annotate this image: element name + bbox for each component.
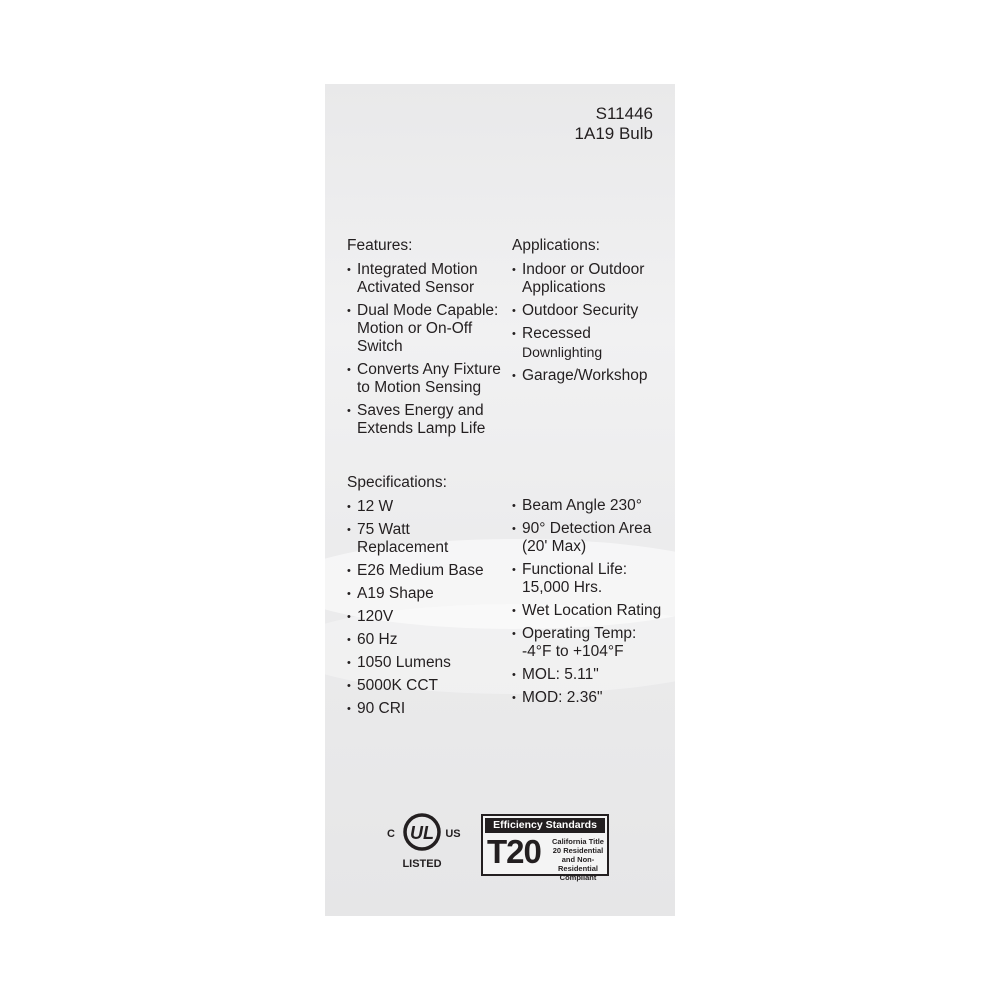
list-item: • Outdoor Security xyxy=(512,302,672,320)
specifications-heading: Specifications: xyxy=(347,474,447,491)
list-item xyxy=(512,325,672,362)
features-heading: Features: xyxy=(347,237,413,254)
specifications-section xyxy=(347,474,517,723)
applications-list xyxy=(512,261,672,385)
list-item: • MOL: 5.11" xyxy=(512,666,672,684)
applications-section xyxy=(512,237,672,390)
list-item: • 5000K CCT xyxy=(347,677,517,695)
product-header xyxy=(575,104,653,144)
ul-us-label: US xyxy=(445,828,461,840)
list-item: • Saves Energy and Extends Lamp Life xyxy=(347,402,517,438)
list-item: • Wet Location Rating xyxy=(512,602,672,620)
t20-code: T20 xyxy=(487,833,541,870)
spec-label-card xyxy=(325,84,675,916)
list-item: • Converts Any Fixture to Motion Sensing xyxy=(347,361,517,397)
list-item: • Integrated Motion Activated Sensor xyxy=(347,261,517,297)
ul-listed-label: LISTED xyxy=(402,858,442,870)
list-item: • 1050 Lumens xyxy=(347,654,517,672)
model-number: S11446 xyxy=(595,104,653,123)
bulb-type: 1A19 Bulb xyxy=(574,124,653,143)
list-item: • Garage/Workshop xyxy=(512,367,672,385)
ul-listed-logo xyxy=(377,804,467,874)
list-item: • 90° Detection Area (20' Max) xyxy=(512,520,672,556)
list-item-sub: Downlighting xyxy=(522,344,603,360)
ul-c-label: C xyxy=(387,828,395,840)
t20-compliance-text: California Title 20 Residential and Non-Residential Compliant xyxy=(552,837,604,882)
applications-heading: Applications: xyxy=(512,237,600,254)
specifications-right-list xyxy=(512,497,672,707)
list-item: • Beam Angle 230° xyxy=(512,497,672,515)
list-item: • Dual Mode Capable: Motion or On-Off Switch xyxy=(347,302,517,356)
list-item: • Operating Temp: -4°F to +104°F xyxy=(512,625,672,661)
list-item: • MOD: 2.36" xyxy=(512,689,672,707)
list-item: • 60 Hz xyxy=(347,631,517,649)
ul-mark: UL xyxy=(410,823,434,843)
t20-title: Efficiency Standards xyxy=(485,818,605,833)
list-item: • E26 Medium Base xyxy=(347,562,517,580)
list-item: • 120V xyxy=(347,608,517,626)
list-item: • 75 Watt Replacement xyxy=(347,521,517,557)
features-section xyxy=(347,237,517,443)
list-item: • 90 CRI xyxy=(347,700,517,718)
specifications-right xyxy=(512,497,672,712)
list-item: • Functional Life: 15,000 Hrs. xyxy=(512,561,672,597)
list-item-label: Recessed xyxy=(522,325,591,342)
list-item: • A19 Shape xyxy=(347,585,517,603)
features-list xyxy=(347,261,517,438)
list-item: • 12 W xyxy=(347,498,517,516)
list-item: • Indoor or Outdoor Applications xyxy=(512,261,672,297)
t20-efficiency-badge xyxy=(481,814,609,882)
specifications-left-list xyxy=(347,498,517,718)
